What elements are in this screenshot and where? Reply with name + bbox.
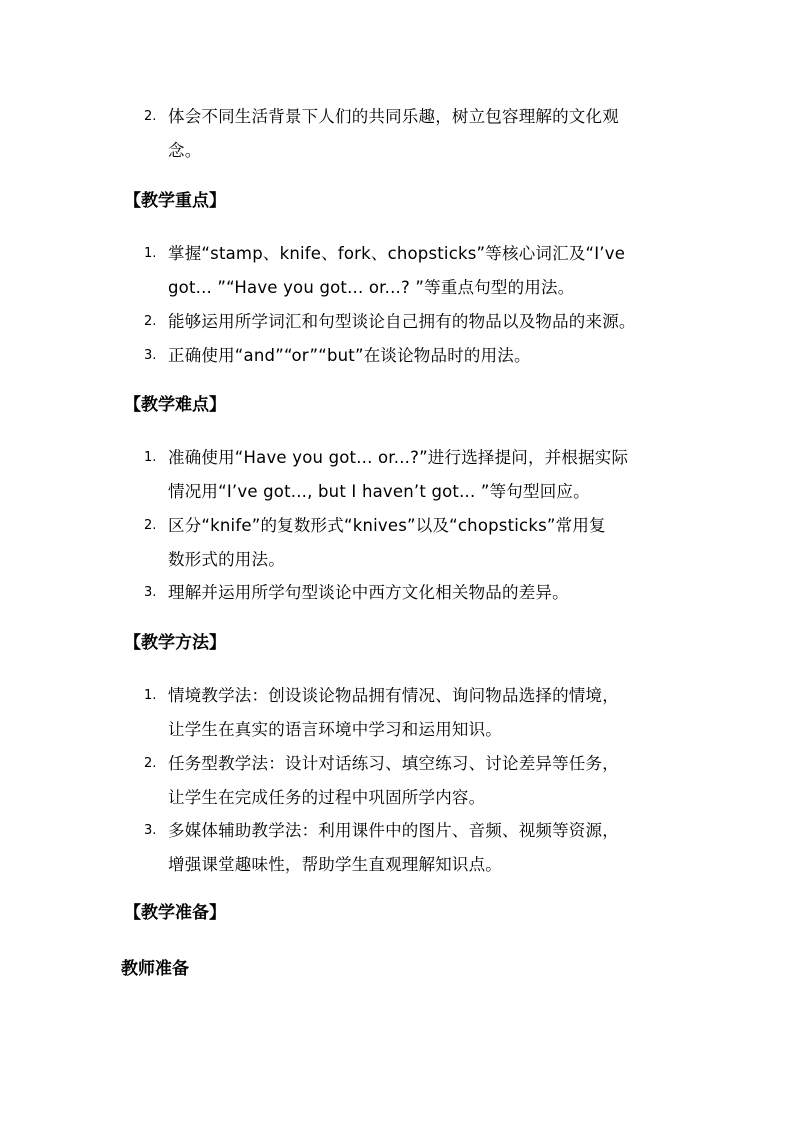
list-item-text [168, 237, 704, 305]
list-item-line: 让学生在完成任务的过程中巩固所学内容。 [168, 788, 486, 807]
key-point-item [144, 237, 704, 305]
list-item-text [168, 441, 704, 509]
key-point-item [144, 339, 704, 373]
list-number: 2. [144, 518, 157, 533]
goal-list-item [144, 100, 704, 168]
list-item-text [168, 576, 704, 610]
list-number: 1. [144, 246, 157, 261]
list-item-text [168, 679, 704, 747]
section-heading-key-points: 【教学重点】 [124, 191, 226, 211]
list-item-line: 任务型教学法：设计对话练习、填空练习、讨论差异等任务， [168, 754, 619, 773]
list-item-text [168, 747, 704, 815]
difficulty-item [144, 509, 704, 577]
list-item-text [168, 509, 704, 577]
list-item-line: 数形式的用法。 [168, 550, 285, 569]
list-item-line: 区分“knife”的复数形式“knives”以及“chopsticks”常用复 [168, 516, 606, 535]
method-item [144, 679, 704, 747]
difficulty-item [144, 441, 704, 509]
method-item [144, 747, 704, 815]
list-item-line: 理解并运用所学句型谈论中西方文化相关物品的差异。 [168, 583, 569, 602]
list-item-line: 多媒体辅助教学法：利用课件中的图片、音频、视频等资源， [168, 821, 619, 840]
list-number: 2. [144, 756, 157, 771]
section-heading-preparation: 【教学准备】 [124, 903, 226, 923]
list-item-line: 准确使用“Have you got... or...?”进行选择提问，并根据实际 [168, 448, 629, 467]
list-item-text [168, 100, 704, 168]
subheading-teacher-preparation: 教师准备 [121, 959, 189, 979]
list-number: 1. [144, 450, 157, 465]
list-item-line: 能够运用所学词汇和句型谈论自己拥有的物品以及物品的来源。 [168, 312, 636, 331]
difficulty-item [144, 576, 704, 610]
list-number: 2. [144, 314, 157, 329]
list-item-line: 念。 [168, 141, 202, 160]
list-item-text [168, 305, 704, 339]
list-number: 2. [144, 109, 157, 124]
list-item-line: 情境教学法：创设谈论物品拥有情况、询问物品选择的情境， [168, 686, 619, 705]
list-number: 3. [144, 585, 157, 600]
list-item-line: got... ”“Have you got... or...? ”等重点句型的用法。 [168, 278, 575, 297]
list-item-line: 掌握“stamp、knife、fork、chopsticks”等核心词汇及“I’ve [168, 244, 626, 263]
list-item-line: 情况用“I’ve got..., but I haven’t got... ”等句型回应。 [168, 482, 590, 501]
list-item-text [168, 339, 704, 373]
list-number: 3. [144, 823, 157, 838]
list-item-line: 体会不同生活背景下人们的共同乐趣，树立包容理解的文化观 [168, 107, 619, 126]
method-item [144, 814, 704, 882]
list-item-line: 让学生在真实的语言环境中学习和运用知识。 [168, 720, 502, 739]
list-item-line: 增强课堂趣味性，帮助学生直观理解知识点。 [168, 855, 502, 874]
list-number: 1. [144, 688, 157, 703]
list-item-line: 正确使用“and”“or”“but”在谈论物品时的用法。 [168, 346, 531, 365]
section-heading-methods: 【教学方法】 [124, 633, 226, 653]
key-point-item [144, 305, 704, 339]
list-number: 3. [144, 348, 157, 363]
list-item-text [168, 814, 704, 882]
section-heading-difficulties: 【教学难点】 [124, 395, 226, 415]
